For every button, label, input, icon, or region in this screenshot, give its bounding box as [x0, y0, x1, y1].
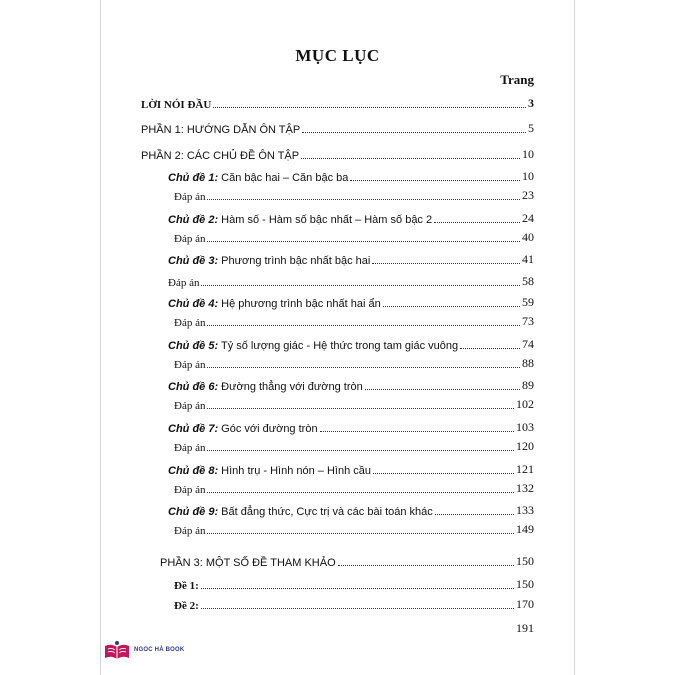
- toc-title: MỤC LỤC: [295, 46, 380, 65]
- toc-entry-page: 59: [522, 295, 534, 309]
- toc-entry-page: 10: [522, 147, 534, 161]
- toc-entry-page: 3: [528, 96, 534, 110]
- dot-leader: [207, 491, 514, 493]
- dot-leader: [338, 564, 514, 566]
- toc-entry-label: Tỷ số lượng giác - Hệ thức trong tam giác vuông: [218, 340, 459, 352]
- toc-entry-page: 121: [516, 462, 534, 476]
- dot-leader: [213, 106, 526, 108]
- dot-leader: [320, 430, 514, 432]
- toc-entry-answers: [174, 396, 534, 412]
- toc-entry-label: Căn bậc hai – Căn bậc ba: [218, 172, 349, 184]
- toc-entry-preface: [141, 95, 534, 111]
- toc-entry-topic-2: [168, 210, 534, 226]
- dot-leader: [207, 240, 520, 242]
- topic-prefix: Chủ đề 6:: [168, 381, 219, 393]
- toc-entry-label: Hàm số - Hàm số bậc nhất – Hàm số bậc 2: [218, 214, 433, 226]
- toc-entry-answers: [174, 229, 534, 245]
- toc-entry-page: 24: [522, 211, 534, 225]
- dot-leader: [383, 305, 520, 307]
- toc-entry-page: 103: [516, 420, 534, 434]
- toc-entry-label: PHẦN 1: HƯỚNG DẪN ÔN TẬP: [141, 124, 301, 136]
- toc-entry-label: Đáp án: [174, 191, 206, 203]
- toc-entry-part-3: [160, 553, 534, 569]
- topic-prefix: Chủ đề 9:: [168, 506, 219, 518]
- dot-leader: [207, 198, 520, 200]
- toc-entry-label: Đáp án: [174, 400, 206, 412]
- brand-logo: [103, 640, 184, 660]
- toc-entry-page: 5: [528, 121, 534, 135]
- dot-leader: [372, 262, 520, 264]
- toc-entry-label: PHẦN 2: CÁC CHỦ ĐỀ ÔN TẬP: [141, 150, 300, 162]
- toc-entry-label: Góc với đường tròn: [218, 423, 318, 435]
- toc-entry-page: 170: [516, 597, 534, 611]
- dot-leader: [201, 284, 520, 286]
- toc-entry-page: 132: [516, 481, 534, 495]
- toc-entry-label: Đáp án: [168, 277, 200, 289]
- page-number: 191: [516, 621, 534, 635]
- toc-entry-page: 133: [516, 503, 534, 517]
- toc-entry-page: 89: [522, 378, 534, 392]
- dot-leader: [350, 179, 520, 181]
- toc-entry-topic-9: [168, 502, 534, 518]
- page-column-header: Trang: [500, 72, 534, 87]
- toc-entry-label: Đáp án: [174, 442, 206, 454]
- dot-leader: [434, 221, 520, 223]
- toc-entry-page: 149: [516, 522, 534, 536]
- toc-entry-topic-1: [168, 168, 534, 184]
- toc-entry-label: Bất đẳng thức, Cực trị và các bài toán khác: [218, 506, 433, 518]
- dot-leader: [201, 607, 514, 609]
- toc-entry-answers: [174, 313, 534, 329]
- toc-entry-exam-2: [174, 596, 534, 612]
- toc-entry-page: 10: [522, 169, 534, 183]
- toc-entry-exam-1: [174, 576, 534, 592]
- toc-entry-answers: [174, 480, 534, 496]
- toc-entry-answers: [174, 355, 534, 371]
- dot-leader: [207, 532, 514, 534]
- toc-entry-topic-4: [168, 294, 534, 310]
- dot-leader: [373, 472, 514, 474]
- toc-entry-page: 73: [522, 314, 534, 328]
- topic-prefix: Chủ đề 2:: [168, 214, 219, 226]
- topic-prefix: Chủ đề 3:: [168, 255, 219, 267]
- toc-entry-label: Đáp án: [174, 525, 206, 537]
- brand-logo-text: NGOC HÀ BOOK: [134, 647, 185, 653]
- toc-entry-answers: [168, 273, 534, 289]
- dot-leader: [301, 157, 520, 159]
- toc-entry-topic-3: [168, 251, 534, 267]
- topic-prefix: Chủ đề 5:: [168, 340, 219, 352]
- toc-entry-topic-6: [168, 377, 534, 393]
- toc-entry-label: Đề 2:: [174, 600, 199, 612]
- toc-entry-label: Phương trình bậc nhất bậc hai: [218, 255, 371, 267]
- dot-leader: [302, 131, 526, 133]
- toc-entry-label: Hệ phương trình bậc nhất hai ẩn: [218, 298, 381, 310]
- document-page: [100, 0, 575, 675]
- book-logo-icon: [103, 640, 131, 660]
- topic-prefix: Chủ đề 7:: [168, 423, 219, 435]
- dot-leader: [207, 366, 520, 368]
- toc-entry-page: 88: [522, 356, 534, 370]
- toc-entry-label: Đáp án: [174, 484, 206, 496]
- toc-entry-label: Hình trụ - Hình nón – Hình cầu: [218, 465, 371, 477]
- toc-entry-page: 41: [522, 252, 534, 266]
- toc-entry-label: Đường thẳng với đường tròn: [218, 381, 363, 393]
- toc-entry-page: 23: [522, 188, 534, 202]
- toc-entry-answers: [174, 187, 534, 203]
- topic-prefix: Chủ đề 1:: [168, 172, 219, 184]
- toc-entry-label: Đề 1:: [174, 580, 199, 592]
- toc-entry-page: 40: [522, 230, 534, 244]
- toc-entry-page: 150: [516, 577, 534, 591]
- toc-entry-topic-5: [168, 336, 534, 352]
- toc-entry-page: 74: [522, 337, 534, 351]
- topic-prefix: Chủ đề 8:: [168, 465, 219, 477]
- dot-leader: [207, 324, 520, 326]
- toc-entry-answers: [174, 438, 534, 454]
- toc-entry-label: Đáp án: [174, 233, 206, 245]
- toc-entry-part-2: [141, 146, 534, 162]
- toc-entry-page: 58: [522, 274, 534, 288]
- toc-entry-page: 120: [516, 439, 534, 453]
- toc-entry-label: Đáp án: [174, 317, 206, 329]
- toc-entry-page: 102: [516, 397, 534, 411]
- dot-leader: [201, 587, 514, 589]
- dot-leader: [365, 388, 520, 390]
- toc-entry-answers: [174, 521, 534, 537]
- toc-entry-part-1: [141, 120, 534, 136]
- toc-entry-label: LỜI NÓI ĐẦU: [141, 99, 212, 111]
- toc-entry-topic-7: [168, 419, 534, 435]
- dot-leader: [207, 449, 514, 451]
- toc-entry-label: Đáp án: [174, 359, 206, 371]
- toc-entry-topic-8: [168, 461, 534, 477]
- dot-leader: [207, 407, 514, 409]
- dot-leader: [435, 513, 514, 515]
- dot-leader: [460, 347, 520, 349]
- toc-entry-label: PHẦN 3: MỘT SỐ ĐỀ THAM KHẢO: [160, 557, 336, 569]
- topic-prefix: Chủ đề 4:: [168, 298, 219, 310]
- toc-entry-page: 150: [516, 554, 534, 568]
